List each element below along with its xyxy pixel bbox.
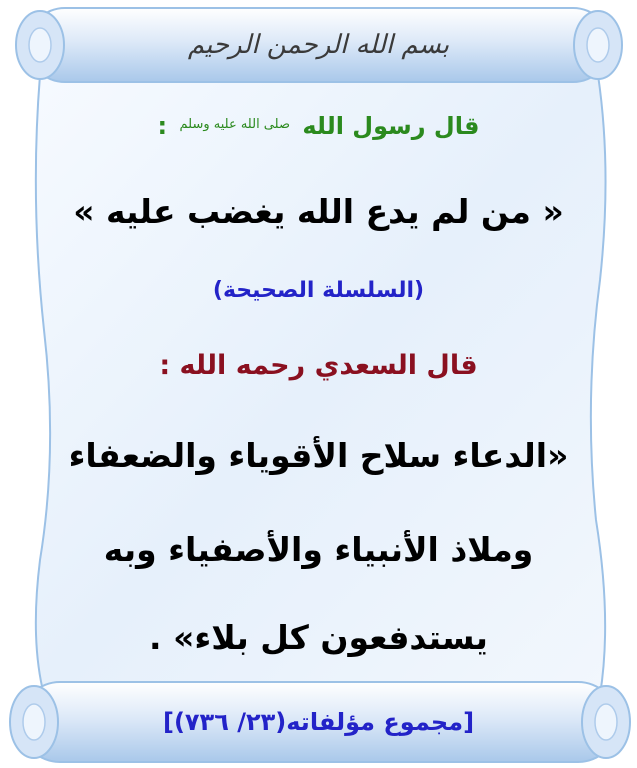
scholar-intro: قال السعدي رحمه الله :: [159, 350, 478, 381]
hadith-intro: [20, 112, 617, 141]
quote-line-2: وملاذ الأنبياء والأصفياء وبه: [103, 530, 534, 569]
reference-citation: [مجموع مؤلفاته(٢٣/ ٧٣٦)]: [162, 708, 475, 736]
hadith-intro-text: قال رسول الله: [302, 112, 480, 140]
hadith-source: (السلسلة الصحيحة): [212, 278, 425, 303]
honorific-calligraphy: صلى الله عليه وسلم: [179, 117, 290, 132]
hadith-text: « من لم يدع الله يغضب عليه »: [73, 192, 564, 231]
quote-line-1: «الدعاء سلاح الأقوياء والضعفاء: [68, 436, 569, 475]
basmala-calligraphy: بسم الله الرحمن الرحيم: [187, 30, 450, 60]
hadith-intro-colon: :: [157, 112, 168, 140]
quote-line-3: يستدفعون كل بلاء» .: [149, 618, 488, 657]
